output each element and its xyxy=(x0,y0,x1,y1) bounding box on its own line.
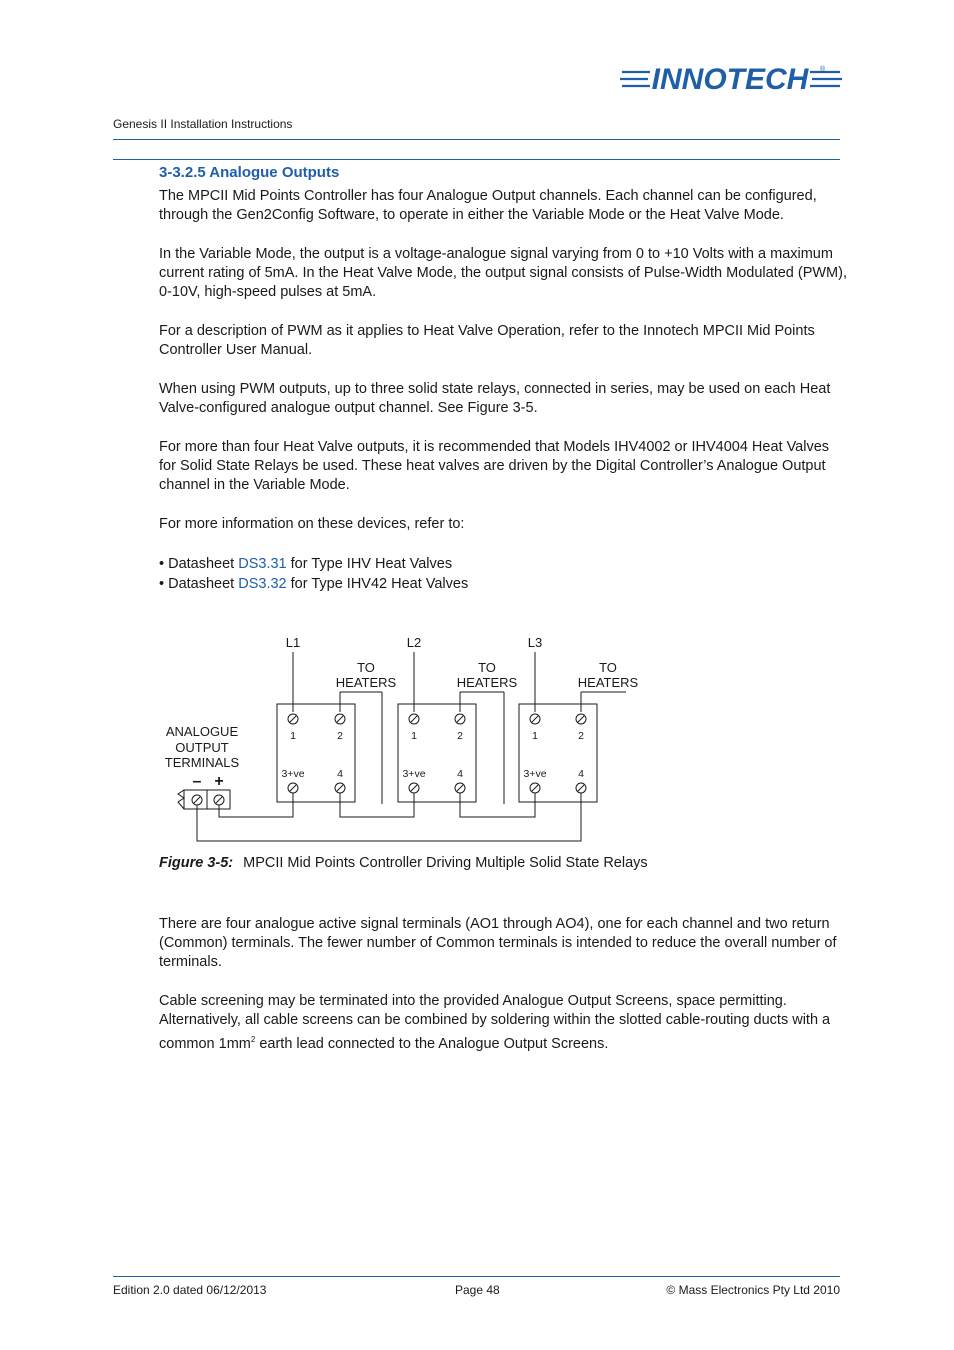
caption-text: MPCII Mid Points Controller Driving Multiple Solid State Relays xyxy=(243,855,648,871)
section-heading: 3-3.2.5 Analogue Outputs xyxy=(159,164,340,181)
terminal-number: 1 xyxy=(290,730,296,742)
terminal-number: 4 xyxy=(457,768,463,780)
superscript: 2 xyxy=(250,1035,256,1044)
paragraph: For more information on these devices, refer to: xyxy=(159,516,465,532)
paragraph: Cable screening may be terminated into the provided Analogue Output Screens, space permitting. Alternatively, all cable screens can be combined by soldering within the slotted cable-routing ducts with a common $1mm^2$ earth lead connected to the Analogue Output Screens. xyxy=(159,993,831,1052)
figure-caption xyxy=(159,855,648,871)
terminal-number: 4 xyxy=(337,768,343,780)
line-label-l1: L1 xyxy=(285,635,301,650)
heater-label: HEATERS xyxy=(335,675,397,690)
heater-label: TO xyxy=(599,660,617,675)
innotech-logo xyxy=(620,62,842,96)
heater-label: TO xyxy=(357,660,375,675)
line-label-l3: L3 xyxy=(527,635,543,650)
heater-label: HEATERS xyxy=(456,675,518,690)
registered-mark: ® xyxy=(820,66,826,73)
wiring-diagram xyxy=(150,626,650,848)
logo-text: INNOTECH xyxy=(651,63,809,96)
caption-label: Figure 3-5: xyxy=(159,855,234,871)
heater-label: HEATERS xyxy=(577,675,639,690)
document-title: Genesis II Installation Instructions xyxy=(113,117,293,131)
paragraph: For a description of PWM as it applies to Heat Valve Operation, refer to the Innotech MPCII Mid Points Controller User Manual. xyxy=(159,323,815,358)
list-item: • Datasheet DS3.31 for Type IHV Heat Valves xyxy=(159,556,453,572)
line-label-l2: L2 xyxy=(406,635,422,650)
terminal-number: 2 xyxy=(578,730,584,742)
paragraph: For more than four Heat Valve outputs, it is recommended that Models IHV4002 or IHV4004 Heat Valves for Solid State Relays be used. These heat valves are driven by the Digital Controller’s Analogue Output channel in the Variable Mode. xyxy=(159,439,830,493)
footer-edition: Edition 2.0 dated 06/12/2013 xyxy=(113,1283,267,1297)
header-rule-bottom xyxy=(113,159,840,160)
footer-page-number: Page 48 xyxy=(455,1283,500,1297)
paragraph: In the Variable Mode, the output is a voltage-analogue signal varying from 0 to +10 Volts with a maximum current rating of 5mA. In the Heat Valve Mode, the output signal consists of Pulse-Width Modulated (PWM), 0-10V, high-speed pulses at 5mA. xyxy=(159,246,847,300)
datasheet-link-ds332[interactable]: DS3.32 xyxy=(238,576,287,592)
paragraph: When using PWM outputs, up to three solid state relays, connected in series, may be used on each Heat Valve-configured analogue output channel. See Figure 3-5. xyxy=(159,381,831,416)
paragraph: The MPCII Mid Points Controller has four Analogue Output channels. Each channel can be configured, through the Gen2Config Software, to operate in either the Variable Mode or the Heat Valve Mode. xyxy=(159,188,817,223)
terminal-number: 2 xyxy=(457,730,463,742)
plus-sign: + xyxy=(214,773,224,790)
datasheet-link-ds331[interactable]: DS3.31 xyxy=(238,556,287,572)
closing-body xyxy=(159,915,849,1074)
datasheet-list xyxy=(159,554,849,594)
terminal-number: 2 xyxy=(337,730,343,742)
section-body xyxy=(159,187,849,594)
terminal-label: TERMINALS xyxy=(164,755,240,770)
minus-sign: – xyxy=(192,773,202,790)
paragraph: There are four analogue active signal terminals (AO1 through AO4), one for each channel and two return (Common) terminals. The fewer number of Common terminals is intended to reduce the overall number of terminals. xyxy=(159,916,837,970)
terminal-label: ANALOGUE xyxy=(165,724,239,739)
list-item: • Datasheet DS3.32 for Type IHV42 Heat Valves xyxy=(159,576,469,592)
terminal-number: 1 xyxy=(411,730,417,742)
footer-copyright: © Mass Electronics Pty Ltd 2010 xyxy=(666,1283,840,1297)
terminal-number: 1 xyxy=(532,730,538,742)
heater-label: TO xyxy=(478,660,496,675)
terminal-number: 4 xyxy=(578,768,584,780)
terminal-number: 3+ve xyxy=(281,768,305,780)
terminal-number: 3+ve xyxy=(523,768,547,780)
terminal-label: OUTPUT xyxy=(175,740,229,755)
header-rule-top xyxy=(113,139,840,140)
terminal-number: 3+ve xyxy=(402,768,426,780)
footer-rule xyxy=(113,1276,840,1277)
